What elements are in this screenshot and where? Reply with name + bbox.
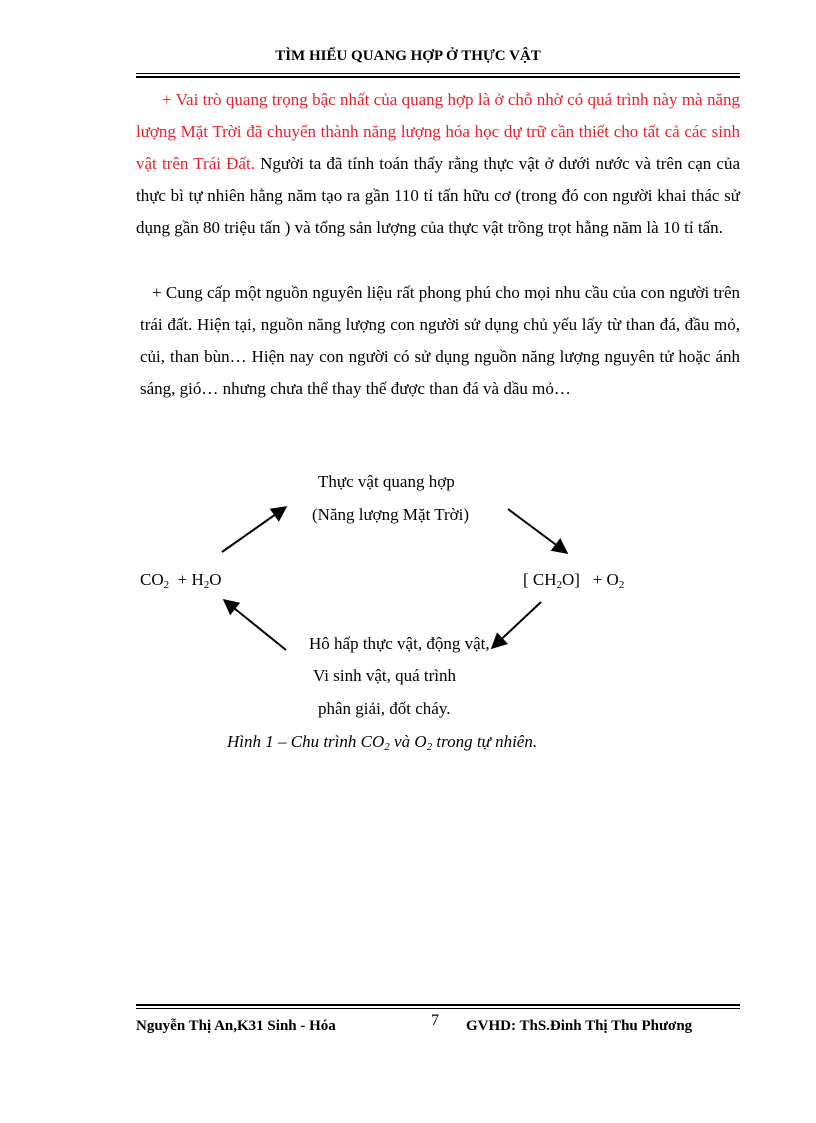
footer-rule-top <box>136 1004 740 1006</box>
arrow-down-right <box>508 509 567 553</box>
diagram-decomposition-label: phân giải, đốt cháy. <box>318 699 451 718</box>
page-header-title: TÌM HIỂU QUANG HỢP Ở THỰC VẬT <box>275 48 541 64</box>
diagram-respiration-label: Hô hấp thực vật, động vật, <box>309 634 490 653</box>
arrow-down-left <box>492 602 541 648</box>
paragraph-energy-source: + Cung cấp một nguồn nguyên liệu rất phong phú cho mọi nhu cầu của con người trên trái đất. Hiện tại, nguồn năng lượng con người sử dụng chủ yếu lấy từ than đá, đầu mỏ, củi, than bùn… Hiện nay con người có sử dụng nguồn năng lượng nguyên tử hoặc ánh sáng, gió… nhưng chưa thể thay thế được than đá và dầu mỏ… <box>140 283 740 398</box>
footer-rule-bottom <box>136 1008 740 1009</box>
diagram-solar-energy-label: (Năng lượng Mặt Trời) <box>312 505 470 524</box>
body-text: Người ta đã tính toán thấy rằng thực vật ở dưới nước và trên cạn của thực bì tự nhiên hằng năm tạo ra gần 110 tỉ tấn hữu cơ (trong đó con người khai thác sử dụng gần 80 triệu tấn ) và tổng sản lượng của thực vật trồng trọt hằng năm là 10 tỉ tấn. <box>136 154 741 237</box>
arrow-up-right <box>222 507 286 552</box>
footer-author: Nguyễn Thị An,K31 Sinh - Hóa <box>136 1018 336 1034</box>
footer-advisor: GVHD: ThS.Đinh Thị Thu Phương <box>466 1018 693 1034</box>
page-number: 7 <box>431 1012 439 1029</box>
arrow-up-left <box>224 600 286 650</box>
diagram-reactants: $CO_2 + H_2O$ <box>140 570 222 591</box>
diagram-products: [ $CH_2O] + O_2$ <box>523 570 625 591</box>
highlighted-text: + Vai trò quang trọng bậc nhất của quang hợp là ở chỗ nhờ có quá trình này mà năng lượng Mặt Trời đã chuyển thành năng lượng hóa học dự trữ cần thiết cho tất cả các sinh vật trên Trái Đất. <box>136 90 740 173</box>
figure-caption: Hình 1 – Chu trình $CO_2$ và $O_2$ trong tự nhiên. <box>227 732 538 753</box>
diagram-photosynthesis-label: Thực vật quang hợp <box>318 472 455 491</box>
diagram-microbes-label: Vi sinh vật, quá trình <box>313 666 456 685</box>
